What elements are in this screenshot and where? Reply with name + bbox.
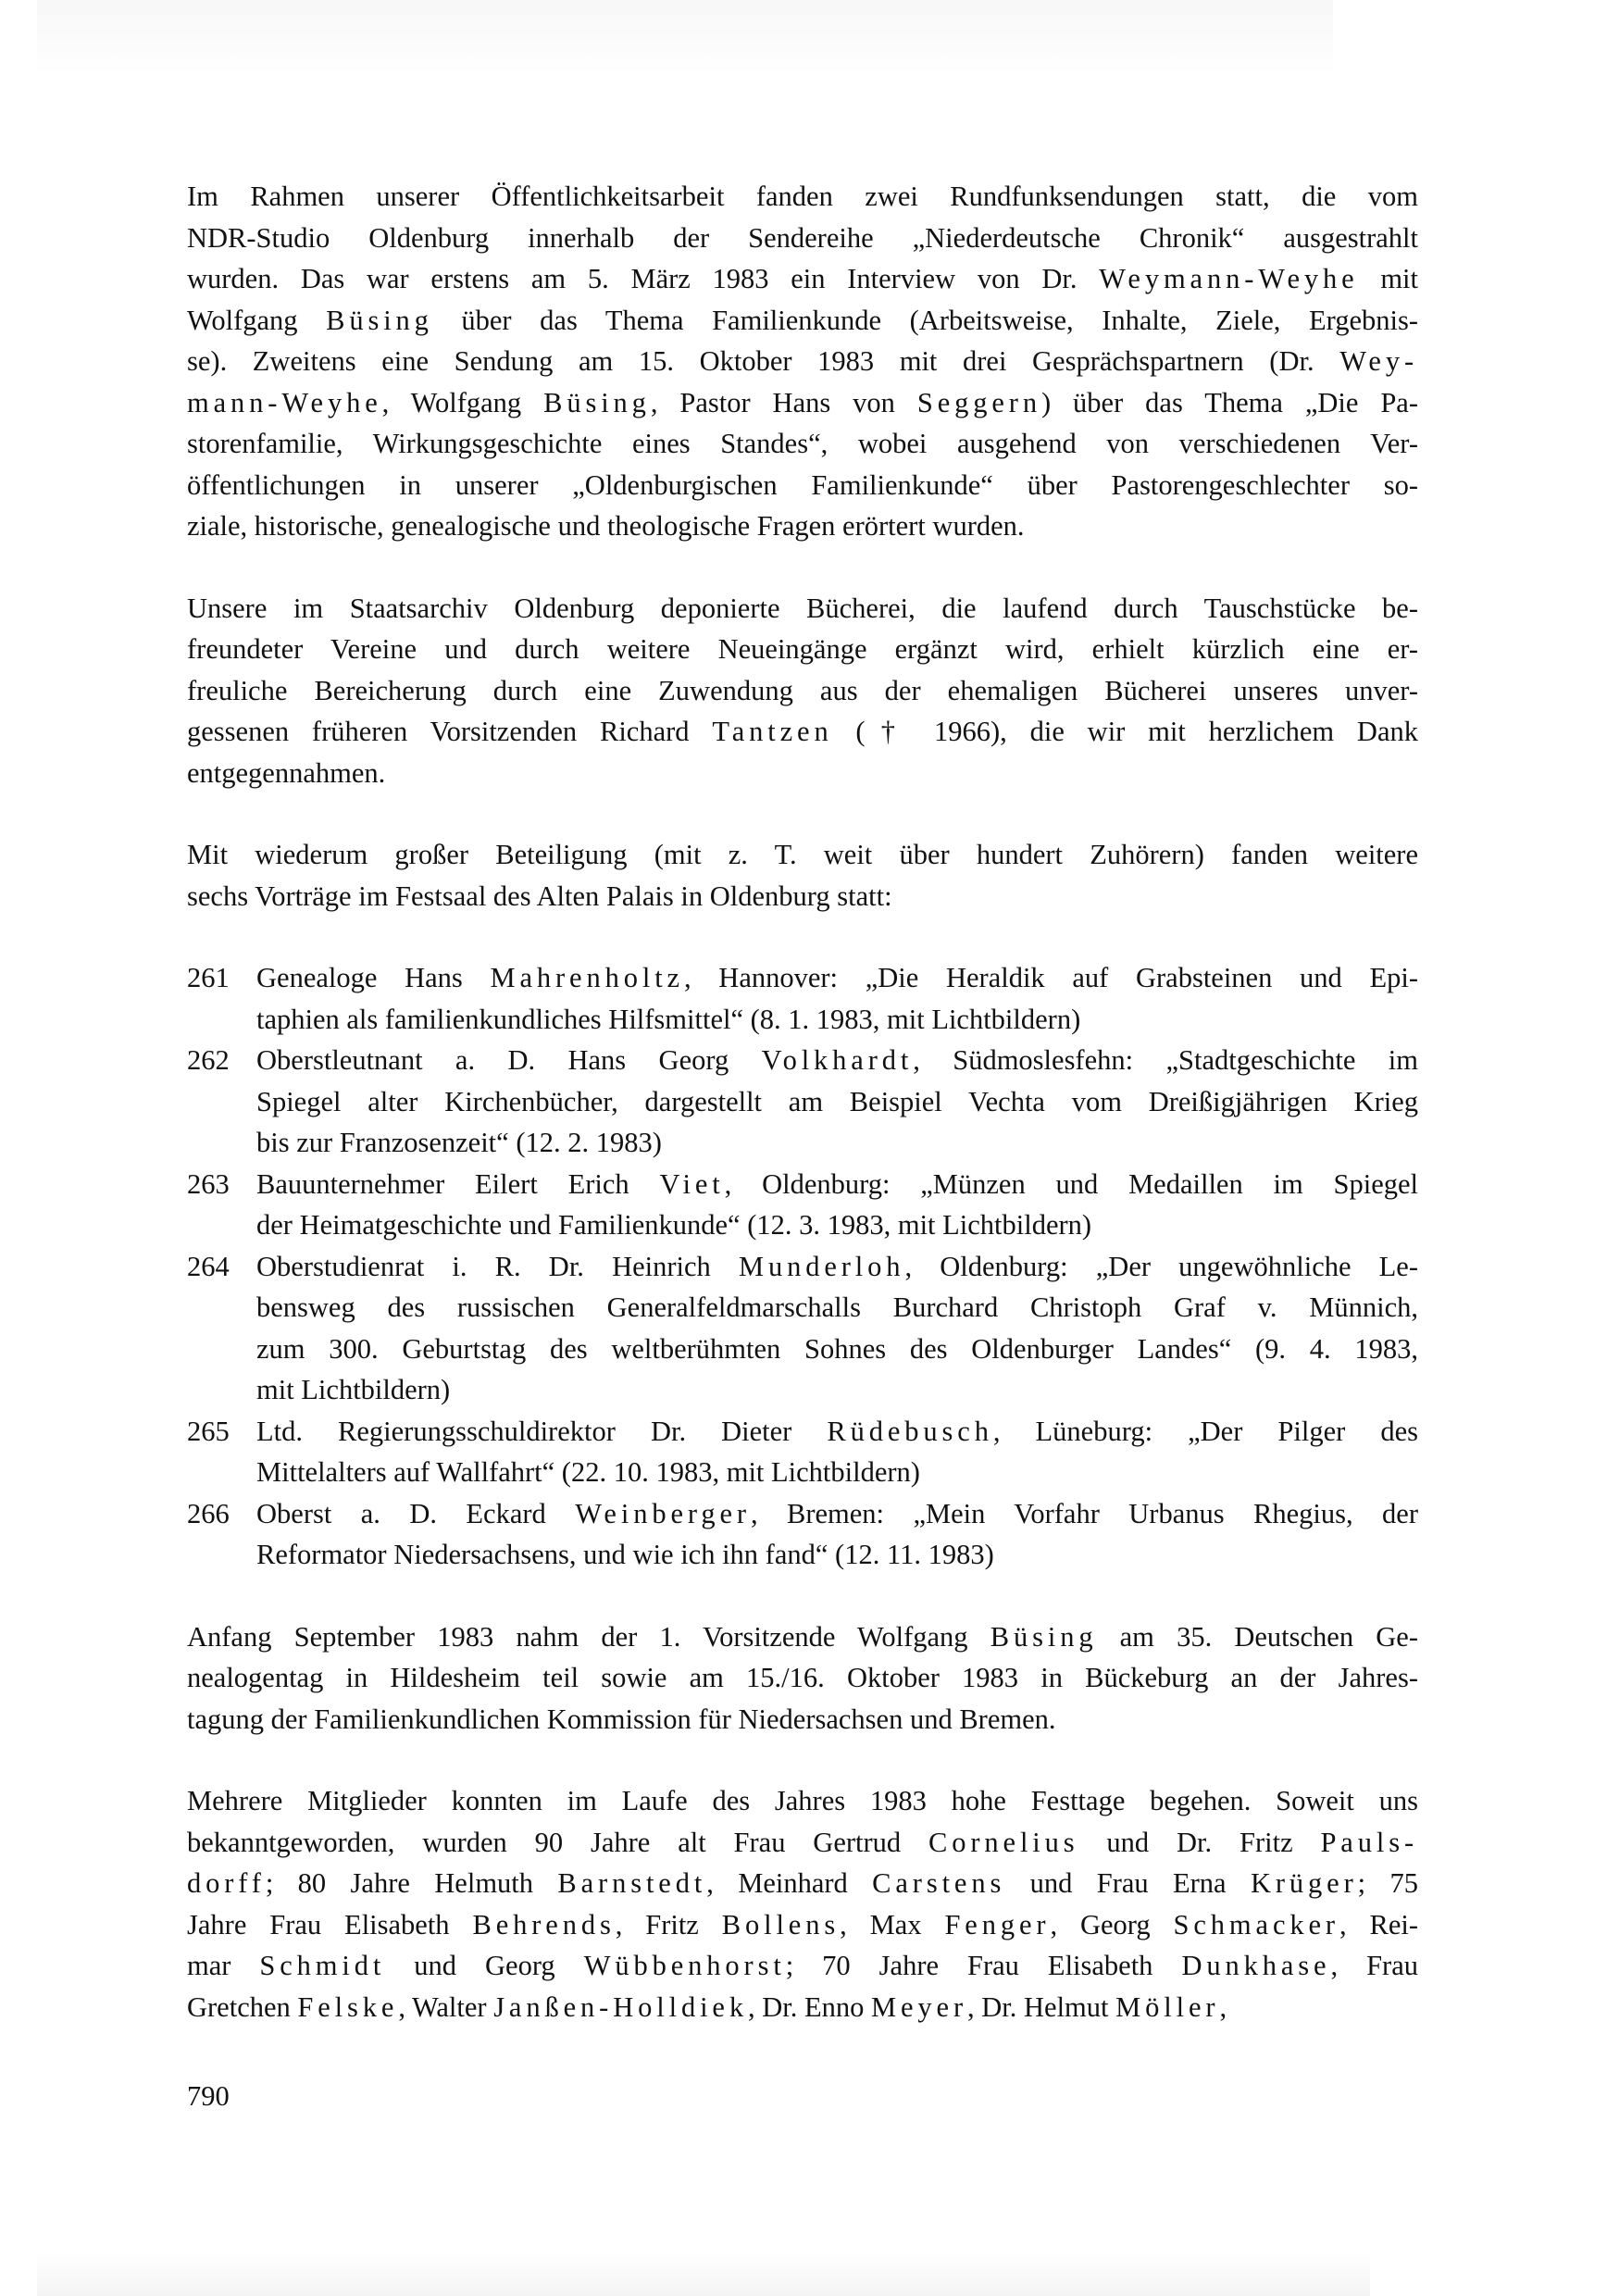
text-run: se). Zweitens eine Sendung am 15. Oktober 1983 mit drei Gesprächspartnern (Dr. bbox=[187, 345, 1340, 377]
text-run: , Hannover: „Die Heraldik auf Grabsteinen und Epi- bbox=[683, 962, 1418, 993]
text-run: , Oldenburg: „Der ungewöhnliche Le- bbox=[904, 1250, 1419, 1282]
text-run: , Oldenburg: „Münzen und Medaillen im Spiegel bbox=[724, 1167, 1418, 1200]
text-run: Mehrere Mitglieder konnten im Laufe des Jahres 1983 hohe Festtage begehen. Soweit uns bbox=[187, 1785, 1418, 1816]
spaced-name: Volkhardt bbox=[761, 1044, 914, 1076]
text-run: ; 80 Jahre Helmuth bbox=[265, 1867, 558, 1899]
text-line bbox=[256, 1122, 1418, 1164]
text-line bbox=[187, 588, 1418, 630]
lecture-item bbox=[187, 1246, 1418, 1411]
lecture-number: 265 bbox=[187, 1415, 230, 1447]
spaced-name: Pauls- bbox=[1320, 1826, 1418, 1858]
document-page bbox=[187, 176, 1418, 2068]
spaced-name: Behrends bbox=[472, 1908, 616, 1940]
lecture-item bbox=[187, 1040, 1418, 1164]
text-line bbox=[256, 1204, 1418, 1246]
spaced-name: Schmidt bbox=[259, 1950, 386, 1981]
spaced-name: Wey- bbox=[1339, 345, 1418, 377]
text-run: Spiegel alter Kirchenbücher, dargestellt am Beispiel Vechta vom Dreißigjährigen Krieg bbox=[256, 1085, 1418, 1117]
text-run: der Heimatgeschichte und Familienkunde“ (12. 3. 1983, mit Lichtbildern) bbox=[256, 1209, 1092, 1241]
spaced-name: Tantzen bbox=[712, 716, 833, 747]
text-run: Oberstleutnant a. D. Hans Georg bbox=[256, 1044, 762, 1076]
text-run: Bauunternehmer Eilert Erich bbox=[256, 1167, 660, 1200]
text-run: bensweg des russischen Generalfeldmarschalls Burchard Christoph Graf v. Münnich, bbox=[256, 1292, 1418, 1323]
text-run: Unsere im Staatsarchiv Oldenburg deponierte Bücherei, die laufend durch Tauschstücke be- bbox=[187, 592, 1418, 624]
text-run: ziale, historische, genealogische und theologische Fragen erörtert wurden. bbox=[187, 510, 1025, 542]
paragraph bbox=[187, 834, 1418, 917]
text-line bbox=[187, 341, 1418, 382]
spaced-name: Schmacker bbox=[1173, 1908, 1339, 1940]
text-line bbox=[187, 1822, 1418, 1864]
text-run: tagung der Familienkundlichen Kommission für Niedersachsen und Bremen. bbox=[187, 1703, 1056, 1735]
text-line bbox=[256, 1246, 1418, 1288]
text-run: Im Rahmen unserer Öffentlichkeitsarbeit fanden zwei Rundfunksendungen statt, die vom bbox=[187, 181, 1418, 212]
spaced-name: Wübbenhorst bbox=[583, 1950, 786, 1981]
text-line bbox=[187, 300, 1418, 342]
paragraph bbox=[187, 588, 1418, 794]
text-run: freuliche Bereicherung durch eine Zuwendung aus der ehemaligen Bücherei unseres unver- bbox=[187, 674, 1418, 706]
text-run: ; 70 Jahre Frau Elisabeth bbox=[785, 1950, 1182, 1981]
text-line bbox=[187, 834, 1418, 876]
spaced-name: Bollens bbox=[721, 1908, 841, 1940]
spaced-name: Möller bbox=[1115, 1990, 1220, 2023]
lecture-item bbox=[187, 957, 1418, 1040]
spaced-name: Meyer bbox=[871, 1990, 968, 2023]
spaced-name: Mahrenholtz bbox=[490, 962, 684, 993]
text-line bbox=[187, 1780, 1418, 1822]
text-line bbox=[256, 1164, 1418, 1205]
spaced-name: Munderloh bbox=[738, 1250, 905, 1282]
spaced-name: Weymann-Weyhe bbox=[1099, 263, 1359, 294]
text-line bbox=[187, 505, 1418, 547]
closing-paragraphs bbox=[187, 1616, 1418, 2028]
text-run: Anfang September 1983 nahm der 1. Vorsitzende Wolfgang bbox=[187, 1620, 990, 1653]
text-run: Reformator Niedersachsens, und wie ich ihn fand“ (12. 11. 1983) bbox=[256, 1539, 994, 1570]
text-run: sechs Vorträge im Festsaal des Alten Palais in Oldenburg statt: bbox=[187, 880, 892, 912]
text-run: taphien als familienkundliches Hilfsmittel“ (8. 1. 1983, mit Lichtbildern) bbox=[256, 1003, 1081, 1035]
text-line bbox=[256, 1452, 1418, 1493]
lecture-number: 261 bbox=[187, 962, 230, 993]
text-line bbox=[256, 1040, 1418, 1081]
text-run: Oberstudienrat i. R. Dr. Heinrich bbox=[256, 1250, 739, 1282]
lecture-number: 266 bbox=[187, 1497, 230, 1529]
text-run: Mittelalters auf Wallfahrt“ (22. 10. 1983, mit Lichtbildern) bbox=[256, 1456, 920, 1488]
text-line bbox=[187, 218, 1418, 259]
scan-artifact-top bbox=[37, 0, 1333, 74]
text-run: , Bremen: „Mein Vorfahr Urbanus Rhegius, der bbox=[750, 1497, 1419, 1529]
text-run: , Frau bbox=[1330, 1950, 1418, 1981]
text-run: über das Thema Familienkunde (Arbeitsweise, Inhalte, Ziele, Ergebnis- bbox=[432, 304, 1418, 336]
lecture-item bbox=[187, 1411, 1418, 1493]
text-run: storenfamilie, Wirkungsgeschichte eines Standes“, wobei ausgehend von verschiedenen Ver- bbox=[187, 428, 1418, 459]
intro-paragraphs bbox=[187, 176, 1418, 917]
spaced-name: Weinberger bbox=[575, 1497, 751, 1529]
text-run: , Max bbox=[840, 1908, 945, 1940]
text-line bbox=[256, 1493, 1418, 1535]
spaced-name: mann-Weyhe bbox=[187, 386, 382, 418]
text-run: und Georg bbox=[385, 1950, 584, 1981]
spaced-name: Carstens bbox=[872, 1867, 1006, 1899]
lecture-number: 262 bbox=[187, 1044, 230, 1076]
text-line bbox=[187, 1616, 1418, 1658]
spaced-name: Cornelius bbox=[928, 1826, 1079, 1858]
text-run: und Dr. Fritz bbox=[1078, 1826, 1321, 1858]
text-run: wurden. Das war erstens am 5. März 1983 ein Interview von Dr. bbox=[187, 263, 1100, 294]
text-line bbox=[187, 1699, 1418, 1741]
text-run: Ltd. Regierungsschuldirektor Dr. Dieter bbox=[256, 1415, 828, 1447]
text-run: , Rei- bbox=[1339, 1908, 1419, 1940]
text-run: , Fritz bbox=[615, 1908, 722, 1940]
text-run: entgegennahmen. bbox=[187, 756, 386, 789]
text-run: mit bbox=[1358, 263, 1418, 294]
text-line bbox=[187, 465, 1418, 506]
text-run: , Dr. Helmut bbox=[967, 1990, 1116, 2023]
spaced-name: Büsing bbox=[326, 304, 433, 336]
text-run: († 1966), die wir mit herzlichem Dank bbox=[832, 716, 1418, 747]
text-run: Mit wiederum großer Beteiligung (mit z. T. weit über hundert Zuhörern) fanden weitere bbox=[187, 839, 1418, 870]
spaced-name: Viet bbox=[659, 1167, 725, 1200]
text-line bbox=[256, 1369, 1418, 1411]
text-run: Jahre Frau Elisabeth bbox=[187, 1908, 473, 1940]
text-run: mar bbox=[187, 1950, 260, 1981]
text-run: ; 75 bbox=[1357, 1867, 1418, 1899]
spaced-name: Felske bbox=[297, 1990, 399, 2023]
text-line bbox=[256, 1329, 1418, 1370]
text-line bbox=[256, 1534, 1418, 1576]
text-line bbox=[256, 1287, 1418, 1329]
text-run: öffentlichungen in unserer „Oldenburgischen Familienkunde“ über Pastorengeschlechter so- bbox=[187, 468, 1418, 501]
text-run: , Pastor Hans von bbox=[650, 386, 917, 418]
spaced-name: Fenger bbox=[944, 1908, 1051, 1940]
scan-artifact-bottom bbox=[37, 2250, 1370, 2296]
text-line bbox=[256, 957, 1418, 999]
text-line bbox=[187, 1904, 1418, 1946]
spaced-name: dorff bbox=[187, 1867, 266, 1899]
text-run: , Lüneburg: „Der Pilger des bbox=[992, 1415, 1418, 1447]
text-run: , Georg bbox=[1050, 1908, 1174, 1940]
text-run: ) über das Thema „Die Pa- bbox=[1040, 386, 1418, 418]
text-run: freundeter Vereine und durch weitere Neueingänge ergänzt wird, erhielt kürzlich eine er- bbox=[187, 633, 1418, 665]
text-line bbox=[187, 1657, 1418, 1699]
text-line bbox=[187, 258, 1418, 300]
spaced-name: Janßen-Holldiek bbox=[493, 1990, 748, 2023]
text-run: , Meinhard bbox=[706, 1867, 873, 1899]
text-run: am 35. Deutschen Ge- bbox=[1097, 1620, 1418, 1653]
text-run: bekanntgeworden, wurden 90 Jahre alt Frau Gertrud bbox=[187, 1826, 929, 1858]
text-run: NDR-Studio Oldenburg innerhalb der Sendereihe „Niederdeutsche Chronik“ ausgestrahlt bbox=[187, 221, 1418, 254]
text-line bbox=[187, 629, 1418, 670]
text-run: , Wolfgang bbox=[381, 386, 544, 418]
text-line bbox=[187, 1863, 1418, 1904]
lecture-list bbox=[187, 957, 1418, 1576]
spaced-name: Rüdebusch bbox=[827, 1415, 993, 1447]
lecture-number: 263 bbox=[187, 1167, 230, 1200]
text-run: Gretchen bbox=[187, 1990, 298, 2023]
text-run: , Dr. Enno bbox=[747, 1990, 871, 2023]
text-line bbox=[187, 382, 1418, 424]
spaced-name: Büsing bbox=[543, 386, 651, 418]
lecture-item bbox=[187, 1164, 1418, 1246]
paragraph bbox=[187, 1616, 1418, 1741]
text-line bbox=[187, 1945, 1418, 1987]
paragraph bbox=[187, 1780, 1418, 2028]
text-run: Oberst a. D. Eckard bbox=[256, 1497, 576, 1529]
text-line bbox=[256, 1081, 1418, 1123]
paragraph bbox=[187, 176, 1418, 547]
text-line bbox=[187, 423, 1418, 465]
spaced-name: Büsing bbox=[990, 1620, 1098, 1653]
text-line bbox=[187, 1987, 1418, 2028]
text-line bbox=[256, 1411, 1418, 1453]
spaced-name: Seggern bbox=[916, 386, 1041, 418]
text-line bbox=[187, 670, 1418, 712]
spaced-name: Krüger bbox=[1250, 1867, 1358, 1899]
page-number: 790 bbox=[187, 2080, 230, 2112]
text-line bbox=[187, 753, 1418, 794]
spaced-name: Barnstedt bbox=[557, 1867, 707, 1899]
text-run: mit Lichtbildern) bbox=[256, 1374, 451, 1405]
text-line bbox=[187, 711, 1418, 753]
text-line bbox=[256, 999, 1418, 1041]
spaced-name: Dunkhase bbox=[1181, 1950, 1331, 1981]
text-run: , Walter bbox=[398, 1990, 494, 2023]
lecture-number: 264 bbox=[187, 1250, 230, 1282]
text-run: , Südmoslesfehn: „Stadtgeschichte im bbox=[913, 1044, 1418, 1076]
text-run: zum 300. Geburtstag des weltberühmten Sohnes des Oldenburger Landes“ (9. 4. 1983, bbox=[256, 1332, 1418, 1365]
text-run: Genealoge Hans bbox=[256, 962, 491, 993]
text-run: bis zur Franzosenzeit“ (12. 2. 1983) bbox=[256, 1127, 662, 1158]
text-run: Wolfgang bbox=[187, 304, 327, 336]
text-run: gessenen früheren Vorsitzenden Richard bbox=[187, 716, 713, 747]
text-run: und Frau Erna bbox=[1005, 1867, 1251, 1899]
text-run: , bbox=[1219, 1990, 1227, 2023]
lecture-item bbox=[187, 1493, 1418, 1576]
text-run: nealogentag in Hildesheim teil sowie am 15./16. Oktober 1983 in Bückeburg an der Jahres- bbox=[187, 1662, 1418, 1693]
text-line bbox=[187, 176, 1418, 218]
text-line bbox=[187, 876, 1418, 917]
